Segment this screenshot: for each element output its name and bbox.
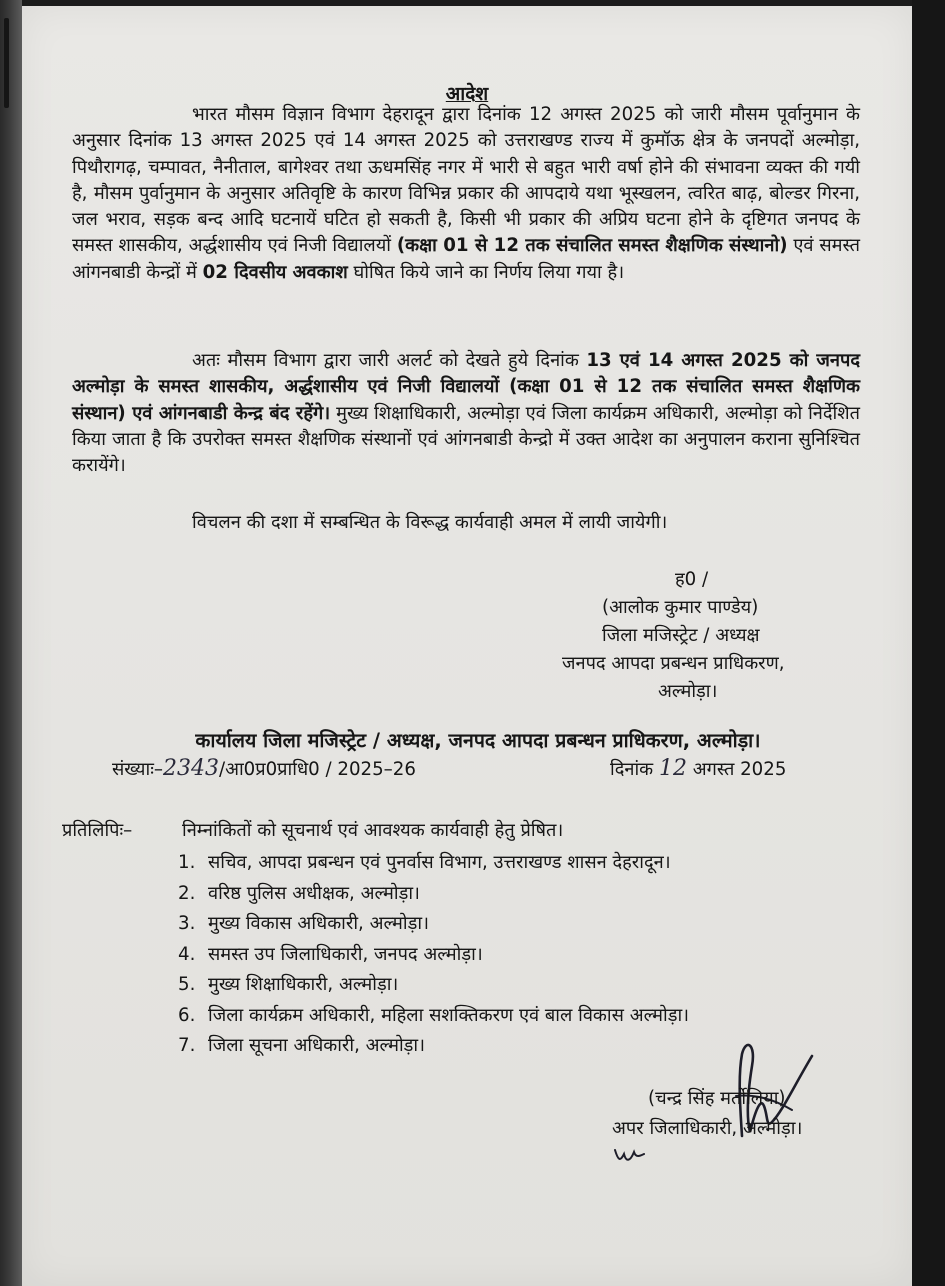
item-number: 2.	[178, 882, 196, 904]
para2-text-direction: मुख्य शिक्षाधिकारी, अल्मोड़ा एवं जिला कार्यक्रम अधिकारी, अल्मोड़ा को निर्देशित किया जाता है कि उपरोक्त समस्त शैक्षणिक संस्थानों एवं आंगनबाडी केन्द्रो में उक्त आदेश का अनुपालन कराना सुनिश्चित करायेंगे।	[72, 402, 860, 477]
para2-bold-closure: 13 एवं 14 अगस्त 2025 को जनपद अल्मोड़ा के समस्त शासकीय, अर्द्धशासीय एवं निजी विद्यालयों (कक्षा 01 से 12 तक संचालित समस्त शैक्षणिक संस्थान) एवं आंगनबाडी केन्द्र बंद रहेंगे।	[72, 350, 860, 424]
para1-bold-holiday: 02 दिवसीय अवकाश	[202, 261, 348, 283]
order-paragraph-3: विचलन की दशा में सम्बन्धित के विरूद्ध कार्यवाही अमल में लायी जायेगी।	[192, 512, 668, 533]
item-number: 6.	[178, 1004, 196, 1026]
signatory-name: (आलोक कुमार पाण्डेय)	[602, 597, 759, 618]
list-item	[178, 940, 689, 971]
item-text: मुख्य विकास अधिकारी, अल्मोड़ा।	[208, 913, 429, 934]
reference-suffix: /आ0प्र0प्राधि0 / 2025–26	[218, 759, 416, 780]
signatory-designation: जिला मजिस्ट्रेट / अध्यक्ष	[602, 625, 760, 646]
signatory2-name: (चन्द्र सिंह मर्तोलिया)	[648, 1088, 786, 1109]
list-item	[178, 1001, 689, 1032]
signatory-authority: जनपद आपदा प्रबन्धन प्राधिकरण,	[562, 653, 785, 674]
item-text: सचिव, आपदा प्रबन्धन एवं पुनर्वास विभाग, उत्तराखण्ड शासन देहरादून।	[208, 852, 671, 873]
recipient-list	[178, 848, 689, 1062]
item-text: समस्त उप जिलाधिकारी, जनपद अल्मोड़ा।	[208, 943, 483, 965]
list-item	[178, 909, 689, 940]
reference-line	[112, 756, 842, 781]
reference-number	[112, 756, 416, 781]
item-text: जिला कार्यक्रम अधिकारी, महिला सशक्तिकरण एवं बाल विकास अल्मोड़ा।	[208, 1004, 690, 1026]
date-handwritten-day: 12	[658, 756, 687, 781]
reference-handwritten-number: 2343	[162, 756, 219, 781]
list-item	[178, 879, 689, 910]
list-item	[178, 970, 689, 1001]
item-text: मुख्य शिक्षाधिकारी, अल्मोड़ा।	[208, 974, 399, 995]
reference-date	[610, 756, 786, 781]
list-item	[178, 1031, 689, 1062]
document-page	[22, 6, 912, 1286]
reference-prefix: संख्याः–	[112, 759, 163, 780]
date-label: दिनांक	[610, 759, 654, 780]
item-text: जिला सूचना अधिकारी, अल्मोड़ा।	[208, 1035, 426, 1056]
para2-text: अतः मौसम विभाग द्वारा जारी अलर्ट को देखते हुये दिनांक	[192, 350, 579, 371]
office-heading: कार्यालय जिला मजिस्ट्रेट / अध्यक्ष, जनपद आपदा प्रबन्धन प्राधिकरण, अल्मोड़ा।	[195, 729, 761, 752]
signatory-place: अल्मोड़ा।	[658, 681, 718, 702]
background-left-edge	[0, 0, 22, 1286]
paper-clip-mark	[4, 18, 9, 108]
item-number: 1.	[178, 852, 196, 873]
date-rest: अगस्त 2025	[692, 759, 787, 780]
item-text: वरिष्ठ पुलिस अधीक्षक, अल्मोड़ा।	[208, 882, 420, 904]
para1-text: भारत मौसम विज्ञान विभाग देहरादून द्वारा दिनांक 12 अगस्त 2025 को जारी मौसम पूर्वानुमान के अनुसार दिनांक 13 अगस्त 2025 एवं 14 अगस्त 2025 को उत्तराखण्ड राज्य में कुमॉऊ क्षेत्र के जनपदों अल्मोड़ा, पिथौरागढ़, चम्पावत, नैनीताल, बागेश्वर तथा ऊधमसिंह नगर में भारी से बहुत भारी वर्षा होने की संभावना व्यक्त की गयी है, मौसम पुर्वानुमान के अनुसार अतिवृष्टि के कारण विभिन्न प्रकार की आपदाये यथा भूस्खलन, त्वरित बाढ़, बोल्डर गिरना, जल भराव, सड़क बन्द आदि घटनायें घटित हो सकती है, किसी भी प्रकार की अप्रिय घटना होने के दृष्टिगत जनपद के समस्त शासकीय, अर्द्धशासीय एवं निजी विद्यालयों	[72, 104, 860, 257]
item-number: 7.	[178, 1035, 196, 1056]
item-number: 4.	[178, 943, 196, 965]
handwritten-initials	[612, 1144, 646, 1166]
signatory2-designation: अपर जिलाधिकारी, अल्मोड़ा।	[612, 1118, 803, 1139]
para1-text-anganwadi: एवं समस्त आंगनबाडी केन्द्रों में	[72, 235, 860, 283]
item-number: 5.	[178, 974, 196, 995]
background-right-edge	[912, 0, 945, 1286]
signature-block-dm	[562, 566, 862, 706]
order-paragraph-2	[72, 348, 860, 479]
copy-label: प्रतिलिपिः–	[62, 820, 133, 841]
item-number: 3.	[178, 913, 196, 934]
para1-text-end: घोषित किये जाने का निर्णय लिया गया है।	[353, 261, 625, 283]
signed-mark: ह0 /	[675, 569, 709, 590]
list-item	[178, 848, 689, 879]
copy-intro: निम्नांकितों को सूचनार्थ एवं आवश्यक कार्यवाही हेतु प्रेषित।	[182, 820, 564, 841]
order-title: आदेश	[445, 83, 489, 105]
order-paragraph-1	[72, 102, 860, 286]
para1-bold-classes: (कक्षा 01 से 12 तक संचालित समस्त शैक्षणिक संस्थानो)	[396, 235, 788, 257]
signature-block-adm	[612, 1084, 892, 1144]
